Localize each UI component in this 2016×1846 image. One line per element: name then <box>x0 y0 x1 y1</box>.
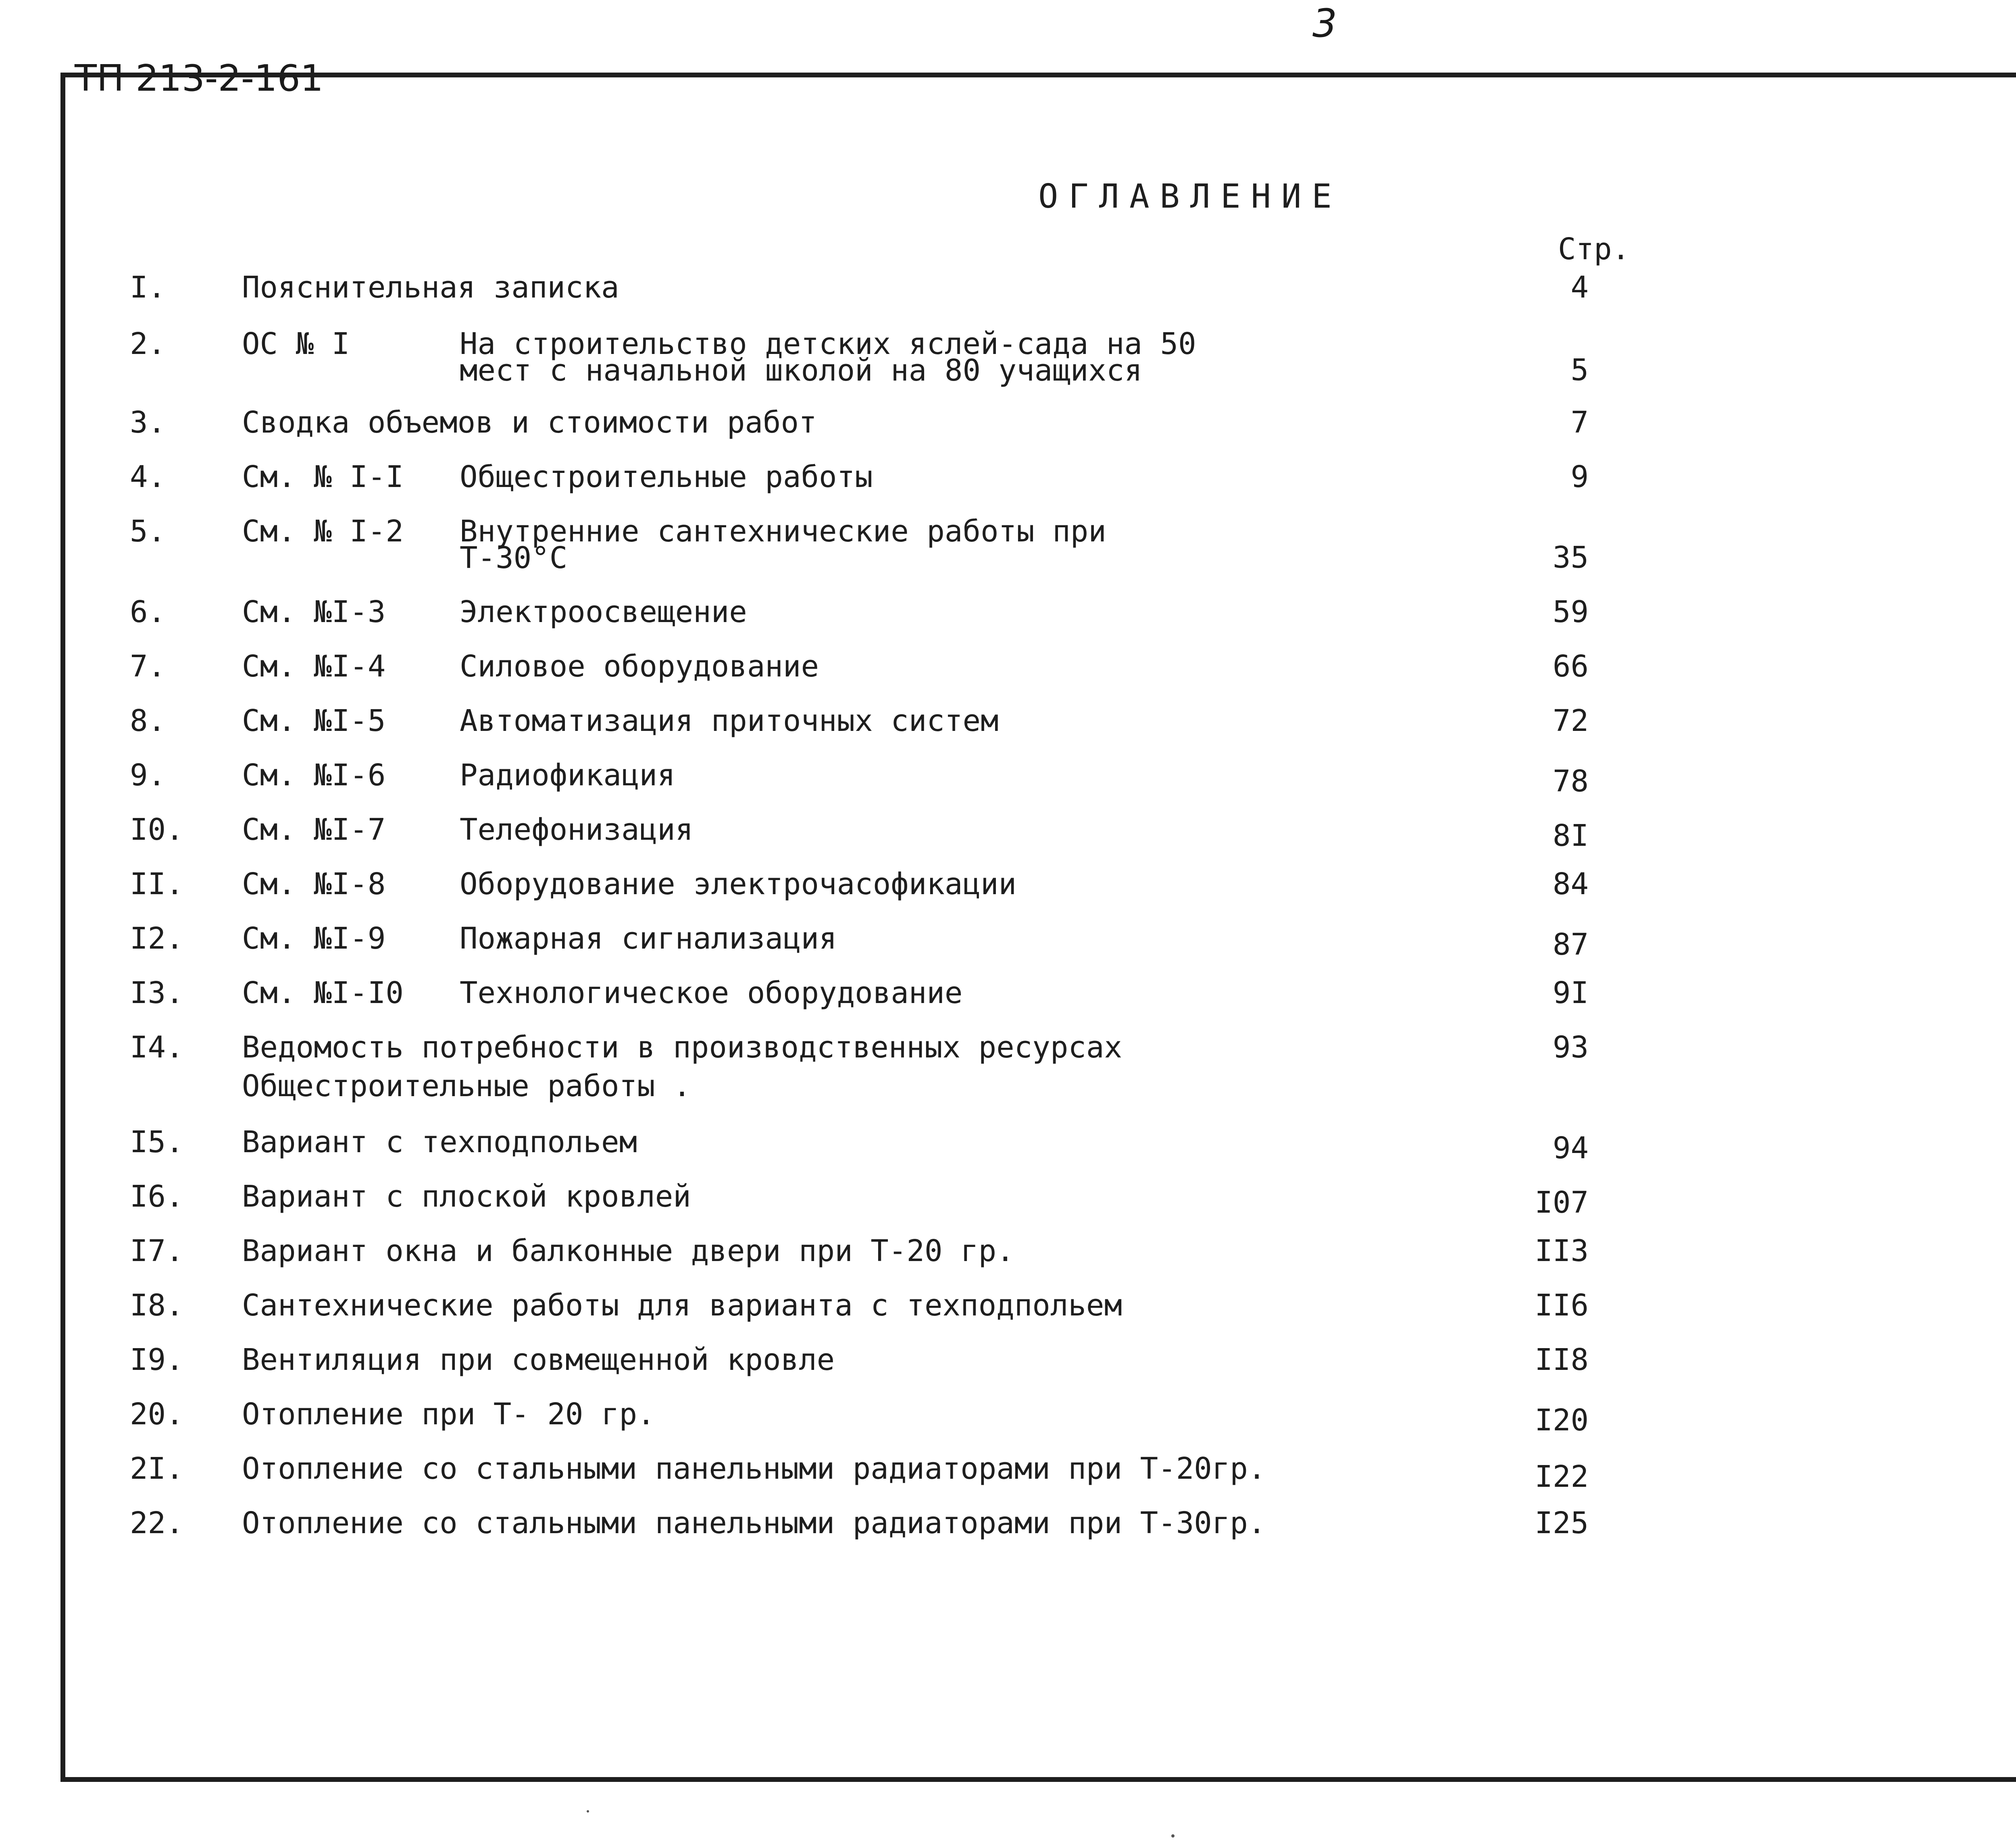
toc-item-description-line: Пояснительная записка <box>242 270 619 305</box>
toc-item-description <box>460 514 1106 575</box>
toc-item-code: См. №I-3 <box>242 595 386 629</box>
toc-item-page: 9I <box>1552 976 1589 1010</box>
toc-item-description-line: Внутренние сантехнические работы при <box>460 514 1106 549</box>
toc-item-number: 20. <box>130 1397 184 1432</box>
toc-item-code: См. №I-9 <box>242 921 386 956</box>
toc-item-description-line: Электроосвещение <box>460 595 747 629</box>
scan-speck <box>587 1810 589 1813</box>
toc-item-description <box>460 867 1017 901</box>
toc-item-description <box>460 921 837 956</box>
toc-item-description-line: Сантехнические работы для варианта с техподпольем <box>242 1288 1123 1323</box>
toc-item-page: I20 <box>1535 1403 1589 1438</box>
toc-item-number: 22. <box>130 1506 184 1540</box>
toc-item-code: См. №I-5 <box>242 703 386 738</box>
toc-item-description-line: Силовое оборудование <box>460 649 819 684</box>
toc-item-description-line: мест с начальной школой на 80 учащихся <box>460 353 1142 388</box>
toc-item-page: 66 <box>1552 649 1589 684</box>
toc-item-description-line: Общестроительные работы . <box>242 1069 691 1103</box>
toc-item-description-line: Вариант с плоской кровлей <box>242 1179 691 1214</box>
toc-item-description <box>460 976 963 1010</box>
toc-item-description <box>242 1030 1123 1103</box>
toc-item-description-line: Вариант окна и балконные двери при Т-20 гр. <box>242 1234 1014 1268</box>
scan-speck <box>1171 1834 1175 1838</box>
toc-item-description <box>242 1506 1266 1540</box>
toc-item-number: I8. <box>130 1288 184 1323</box>
toc-item-description-line: Оборудование электрочасофикации <box>460 867 1017 901</box>
toc-item-number: 2I. <box>130 1451 184 1486</box>
toc-item-page: 5 <box>1570 353 1589 387</box>
toc-item-number: I4. <box>130 1030 184 1065</box>
toc-item-description <box>242 1288 1123 1323</box>
toc-item-description <box>460 595 747 629</box>
toc-item-description-line: Отопление со стальными панельными радиаторами при Т-20гр. <box>242 1451 1266 1486</box>
toc-item-number: I3. <box>130 976 184 1010</box>
toc-item-number: I2. <box>130 921 184 956</box>
toc-item-description <box>242 1397 655 1432</box>
toc-item-description-line: Автоматизация приточных систем <box>460 703 999 738</box>
toc-item-page: I07 <box>1535 1185 1589 1220</box>
toc-item-code: См. №I-8 <box>242 867 386 901</box>
toc-item-description <box>242 1125 637 1159</box>
toc-item-page: 84 <box>1552 867 1589 901</box>
toc-item-page: I25 <box>1535 1506 1589 1540</box>
toc-item-description <box>242 405 817 440</box>
toc-item-number: I9. <box>130 1342 184 1377</box>
toc-item-description <box>460 812 694 847</box>
toc-item-description-line: На строительство детских яслей-сада на 50 <box>460 327 1196 361</box>
toc-item-code: См. №I-7 <box>242 812 386 847</box>
toc-item-description-line: Ведомость потребности в производственных ресурсах <box>242 1030 1123 1065</box>
toc-item-number: 2. <box>130 327 166 361</box>
toc-item-number: 8. <box>130 703 166 738</box>
toc-item-code: См. №I-I0 <box>242 976 404 1010</box>
toc-item-code: ОС № I <box>242 327 350 361</box>
toc-item-number: 7. <box>130 649 166 684</box>
toc-item-code: См. №I-4 <box>242 649 386 684</box>
toc-item-page: 9 <box>1570 460 1589 494</box>
toc-item-code: См. № I-I <box>242 460 404 494</box>
toc-item-page: 59 <box>1552 595 1589 629</box>
toc-item-number: I6. <box>130 1179 184 1214</box>
toc-item-description <box>460 758 675 793</box>
toc-item-description <box>242 1451 1266 1486</box>
toc-item-description <box>242 1179 691 1214</box>
toc-item-page: II3 <box>1535 1234 1589 1268</box>
toc-item-description-line: Телефонизация <box>460 812 694 847</box>
toc-item-page: 93 <box>1552 1030 1589 1065</box>
toc-item-description <box>460 703 999 738</box>
toc-item-description <box>460 649 819 684</box>
document-code: ТП 213-2-161 <box>75 57 324 100</box>
toc-item-page: 87 <box>1552 927 1589 962</box>
toc-item-description <box>460 460 873 494</box>
toc-item-code: См. № I-2 <box>242 514 404 549</box>
toc-item-number: I. <box>130 270 166 305</box>
toc-item-page: 4 <box>1570 270 1589 305</box>
toc-item-number: 4. <box>130 460 166 494</box>
toc-item-number: I7. <box>130 1234 184 1268</box>
toc-item-description <box>242 270 619 305</box>
toc-item-page: II8 <box>1535 1342 1589 1377</box>
toc-item-number: I5. <box>130 1125 184 1159</box>
toc-item-description <box>242 1342 835 1377</box>
toc-title: ОГЛАВЛЕНИЕ <box>1038 177 1342 216</box>
toc-item-page: I22 <box>1535 1459 1589 1494</box>
toc-item-number: II. <box>130 867 184 901</box>
toc-item-description-line: Вариант с техподпольем <box>242 1125 637 1159</box>
toc-item-page: 72 <box>1552 703 1589 738</box>
toc-item-code: См. №I-6 <box>242 758 386 793</box>
toc-item-description-line: Отопление со стальными панельными радиаторами при Т-30гр. <box>242 1506 1266 1540</box>
toc-item-page: II6 <box>1535 1288 1589 1323</box>
toc-item-description-line: Радиофикация <box>460 758 675 793</box>
toc-item-number: I0. <box>130 812 184 847</box>
toc-item-number: 3. <box>130 405 166 440</box>
toc-item-number: 5. <box>130 514 166 549</box>
toc-item-description <box>242 1234 1014 1268</box>
toc-item-description-line: Общестроительные работы <box>460 460 873 494</box>
toc-item-page: 7 <box>1570 405 1589 440</box>
toc-item-number: 9. <box>130 758 166 793</box>
toc-item-page: 8I <box>1552 818 1589 853</box>
page-column-header: Стр. <box>1558 232 1630 266</box>
toc-item-description <box>460 327 1196 388</box>
toc-item-description-line: Сводка объемов и стоимости работ <box>242 405 817 440</box>
toc-item-number: 6. <box>130 595 166 629</box>
toc-item-page: 78 <box>1552 764 1589 799</box>
toc-item-description-line: Отопление при Т- 20 гр. <box>242 1397 655 1432</box>
toc-item-description-line: Технологическое оборудование <box>460 976 963 1010</box>
toc-item-page: 94 <box>1552 1131 1589 1165</box>
toc-item-description-line: Т-30°С <box>460 541 568 575</box>
toc-item-page: 35 <box>1552 540 1589 575</box>
toc-item-description-line: Вентиляция при совмещенной кровле <box>242 1342 835 1377</box>
toc-item-description-line: Пожарная сигнализация <box>460 921 837 956</box>
handwritten-page-number: 3 <box>1312 1 1337 46</box>
